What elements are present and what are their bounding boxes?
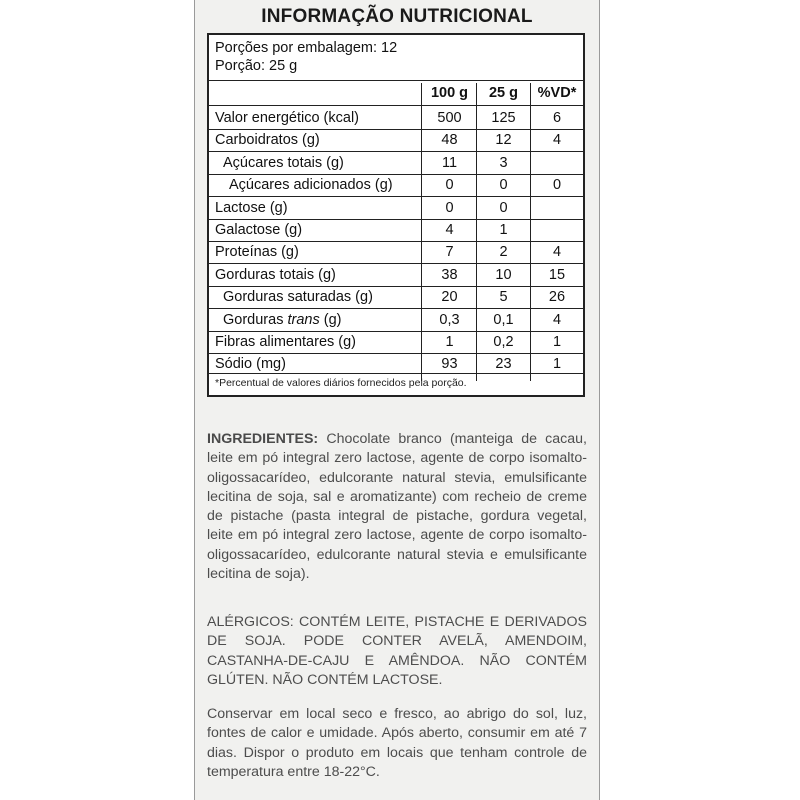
value-portion: 12 xyxy=(495,132,512,149)
value-vd: 4 xyxy=(552,132,562,149)
value-100g: 0 xyxy=(445,177,454,194)
nutrient-name: Galactose (g) xyxy=(215,222,303,238)
table-row xyxy=(209,107,583,130)
table-row xyxy=(209,197,583,220)
nutrient-name: Gorduras saturadas (g) xyxy=(223,289,373,306)
value-vd: 1 xyxy=(552,356,562,373)
value-vd: 4 xyxy=(552,311,562,328)
value-portion: 125 xyxy=(491,110,516,126)
servings-per-package: Porções por embalagem: 12 xyxy=(215,40,398,56)
value-portion: 0 xyxy=(499,199,508,216)
value-vd: 1 xyxy=(552,334,562,350)
ingredients-label: INGREDIENTES: xyxy=(207,431,319,447)
nutrition-table xyxy=(207,33,585,397)
nutrient-name-italic: trans xyxy=(287,311,320,328)
serving-size: Porção: 25 g xyxy=(215,58,298,74)
value-100g: 38 xyxy=(441,266,458,283)
value-vd: 4 xyxy=(552,244,562,261)
table-row xyxy=(209,152,583,175)
value-vd: 26 xyxy=(548,289,566,306)
value-portion: 1 xyxy=(499,222,508,238)
value-100g: 1 xyxy=(445,334,454,350)
table-row xyxy=(209,286,583,309)
nutrient-name: Gorduras totais (g) xyxy=(215,266,336,283)
col-divider-2 xyxy=(476,83,477,381)
table-row xyxy=(209,174,583,197)
servings-info xyxy=(215,39,397,75)
table-row xyxy=(209,309,583,332)
value-100g: 7 xyxy=(445,244,454,261)
value-vd xyxy=(531,219,583,242)
value-vd: 0 xyxy=(552,177,562,194)
header-rule xyxy=(209,105,583,106)
nutrient-name-prefix: Gorduras xyxy=(223,311,288,328)
nutrient-name: Açúcares adicionados (g) xyxy=(229,177,393,194)
header-100g: 100 g xyxy=(430,85,469,101)
table-row xyxy=(209,219,583,242)
value-100g: 500 xyxy=(437,110,462,126)
col-divider-3 xyxy=(530,83,531,381)
nutrient-name: Fibras alimentares (g) xyxy=(215,334,357,350)
value-100g: 11 xyxy=(441,154,458,171)
value-portion: 2 xyxy=(499,244,508,261)
storage-paragraph: Conservar em local seco e fresco, ao abrigo do sol, luz, fontes de calor e umidade. Após aberto, consumir em até 7 dias. Dispor o produto em locais que tenham controle de temperatura entre 18-22°C. xyxy=(207,706,587,780)
value-100g: 93 xyxy=(441,356,458,373)
table-row xyxy=(209,129,583,152)
nutrient-name-suffix: (g) xyxy=(319,311,342,328)
header-portion: 25 g xyxy=(488,85,518,101)
nutrient-name: Valor energético (kcal) xyxy=(215,110,359,126)
table-row xyxy=(209,264,583,287)
table-bottom-rule xyxy=(209,373,583,374)
table-header-row xyxy=(209,82,583,105)
value-portion: 10 xyxy=(495,266,512,283)
value-vd: 15 xyxy=(548,266,566,283)
value-vd xyxy=(531,197,583,220)
value-portion: 0,1 xyxy=(493,311,514,328)
nutrient-name: Sódio (mg) xyxy=(215,356,286,373)
nutrient-name xyxy=(223,309,341,332)
value-portion: 5 xyxy=(499,289,508,306)
value-vd: 6 xyxy=(552,110,562,126)
value-vd xyxy=(531,152,583,175)
ingredients-text: Chocolate branco (manteiga de cacau, leite em pó integral zero lactose, agente de corpo isomalto-oligossacarídeo, edulcorante natural stevia, emulsificante lecitina de soja, sal e aromatizante) com recheio de creme de pistache (pasta integral de pistache, gordura vegetal, leite em pó integral zero lactose, agente de corpo isomalto-oligossacarídeo, edulcorante natural stevia e emulsificante lecitina de soja). xyxy=(207,431,587,583)
allergens-paragraph: ALÉRGICOS: CONTÉM LEITE, PISTACHE E DERIVADOS DE SOJA. PODE CONTER AVELÃ, AMENDOIM, CASTANHA-DE-CAJU E AMÊNDOA. NÃO CONTÉM GLÚTEN. NÃO CONTÉM LACTOSE. xyxy=(207,614,587,688)
value-portion: 0,2 xyxy=(493,334,514,350)
header-vd: %VD* xyxy=(537,85,577,101)
ingredients-paragraph xyxy=(207,430,587,584)
nutrient-name: Carboidratos (g) xyxy=(215,132,320,149)
table-row xyxy=(209,331,583,354)
vd-footnote: *Percentual de valores diários fornecidos pela porção. xyxy=(215,377,467,389)
nutrition-title: INFORMAÇÃO NUTRICIONAL xyxy=(261,6,533,27)
nutrient-name: Açúcares totais (g) xyxy=(223,154,344,171)
value-100g: 0,3 xyxy=(439,311,460,328)
nutrient-name: Proteínas (g) xyxy=(215,244,299,261)
table-top-rule xyxy=(209,80,583,81)
value-100g: 0 xyxy=(445,199,454,216)
value-100g: 4 xyxy=(445,222,454,238)
value-portion: 3 xyxy=(499,154,508,171)
nutrient-name: Lactose (g) xyxy=(215,199,288,216)
value-100g: 20 xyxy=(441,289,458,306)
value-portion: 0 xyxy=(499,177,508,194)
value-portion: 23 xyxy=(495,356,512,373)
value-100g: 48 xyxy=(441,132,458,149)
table-row xyxy=(209,241,583,264)
col-divider-1 xyxy=(421,83,422,381)
